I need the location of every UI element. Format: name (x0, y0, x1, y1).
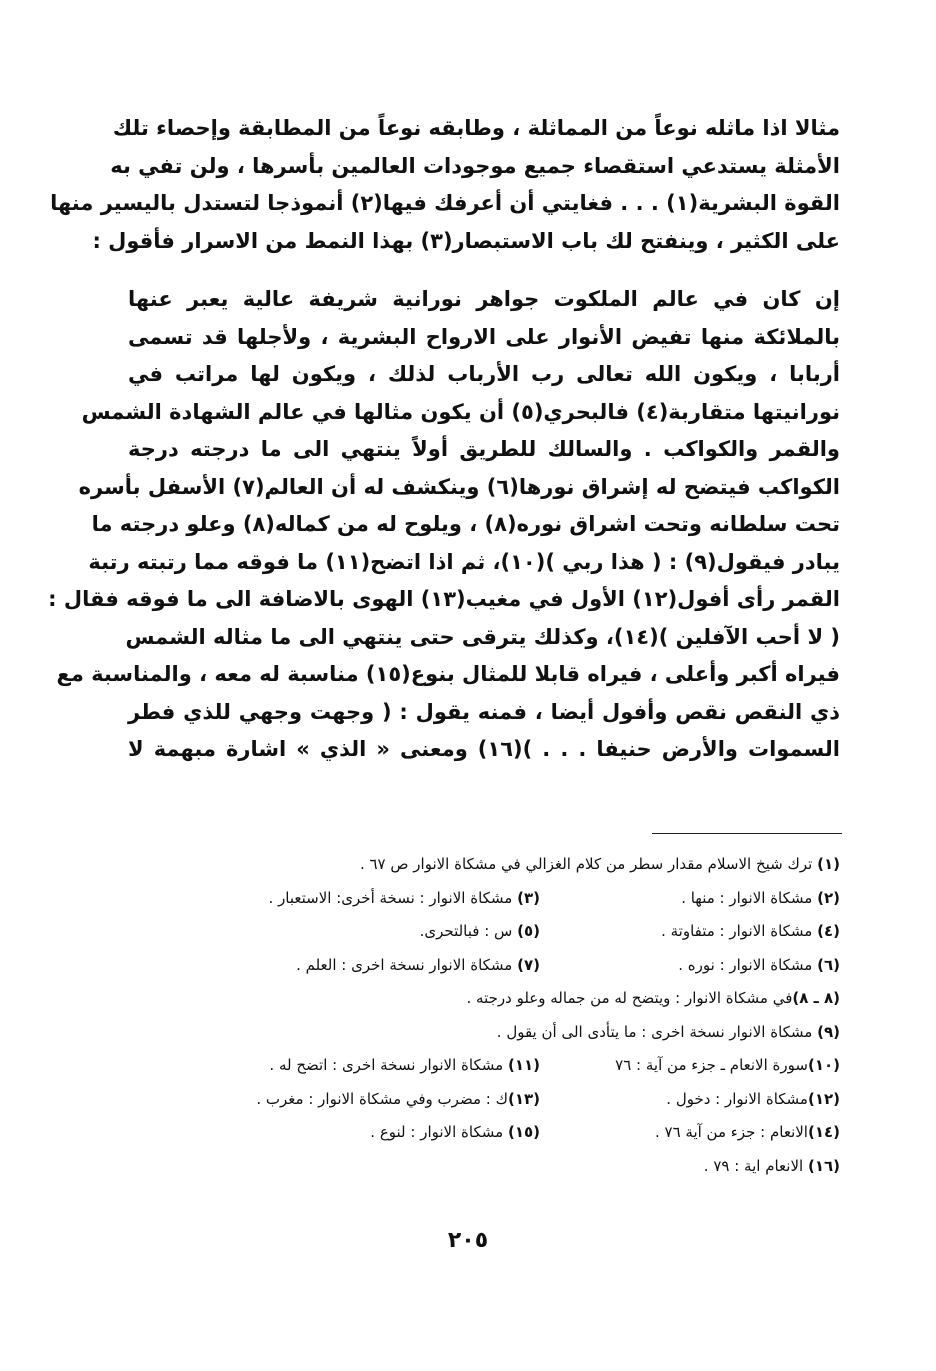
text-line: القمر رأى أفول(١٢) الأول في مغيب(١٣) الهوى بالاضافة الى ما فوقه فقال : (48, 587, 840, 611)
footnote-row (200, 1016, 840, 1050)
footnote-text: في مشكاة الانوار : ويتضح له من جماله وعلو درجته . (466, 989, 793, 1007)
footnote (256, 1083, 540, 1117)
footnote-text: مشكاة الانوار : متفاوتة . (661, 922, 813, 940)
footnote-text: مشكاة الانوار نسخة اخرى : اتضح له . (269, 1056, 504, 1074)
footnote (661, 915, 840, 949)
text-line: فيراه أكبر وأعلى ، فيراه قابلا للمثال بنوع(١٥) مناسبة له معه ، والمناسبة مع (56, 662, 840, 686)
footnote-number: (١٦) (807, 1156, 840, 1175)
text-line: على الكثير ، وينفتح لك باب الاستبصار(٣) بهذا النمط من الاسرار فأقول : (92, 228, 840, 253)
page-number: ٢٠٥ (447, 1228, 489, 1253)
footnote-row (200, 915, 840, 949)
footnote-number: (١٠) (807, 1056, 840, 1074)
text-line: ذي النقص نقص وأفول أيضا ، فمنه يقول : ( وجهت وجهي للذي فطر (128, 699, 840, 724)
text-line: يبادر فيقول(٩) : ( هذا ربي )(١٠)، ثم اذا اتضح(١١) ما فوقه مما رتبته رتبة (88, 549, 840, 574)
footnote-text: مشكاة الانوار : منها . (681, 888, 813, 907)
footnote-divider (652, 833, 842, 834)
paragraph-1 (50, 110, 840, 260)
text-line: الكواكب فيتضح له إشراق نورها(٦) وينكشف له أن العالم(٧) الأسفل بأسره (78, 474, 840, 499)
footnote-text: ترك شيخ الاسلام مقدار سطر من كلام الغزالي في مشكاة الانوار ص ٦٧ . (359, 855, 813, 873)
footnote (678, 949, 840, 983)
footnote-row (200, 982, 840, 1016)
text-line: مثالا اذا ماثله نوعاً من المماثلة ، وطابقه نوعاً من المطابقة وإحصاء تلك (112, 116, 840, 140)
footnotes (200, 848, 840, 1183)
footnote-row (200, 949, 840, 983)
footnote (370, 1116, 540, 1150)
text-line: الأمثلة يستدعي استقصاء جميع موجودات العالمين بأسرها ، ولن تفي به (110, 153, 840, 178)
footnote-text: مشكاة الانوار نسخة اخرى : ما يتأدى الى أن يقول . (496, 1022, 813, 1041)
footnote-number: (٩) (817, 1022, 840, 1041)
footnote (497, 1016, 840, 1050)
footnote (420, 915, 540, 949)
footnote-number: (٦) (817, 955, 840, 974)
footnote-text: مشكاة الانوار : نوره . (678, 955, 813, 974)
footnote-number: (٨ ـ ٨) (792, 989, 840, 1007)
footnote (360, 848, 840, 882)
footnote-row (200, 1049, 840, 1083)
footnote-text: مشكاة الانوار : نسخة أخرى: الاستعبار . (268, 888, 513, 907)
footnote-number: (٥) (517, 922, 540, 940)
footnote-number: (١١) (507, 1056, 540, 1074)
footnote-number: (٣) (517, 888, 540, 907)
footnote (655, 1116, 840, 1150)
text-line: ( لا أحب الآفلين )(١٤)، وكذلك يترقى حتى ينتهي الى ما مثاله الشمس (125, 624, 840, 649)
footnote-row (200, 882, 840, 916)
footnote-number: (١٤) (807, 1123, 840, 1141)
footnote-number: (١) (817, 855, 840, 873)
footnote-text: س : فبالتحرى. (419, 922, 513, 940)
footnote-number: (١٥) (507, 1123, 540, 1141)
footnote-text: ك : مضرب وفي مشكاة الانوار : مغرب . (256, 1089, 508, 1108)
main-text (48, 110, 840, 769)
footnote-text: الانعام : جزء من آية ٧٦ . (654, 1123, 808, 1141)
footnote (615, 1049, 840, 1083)
footnote-number: (١٢) (807, 1089, 840, 1108)
paragraph-2 (48, 281, 840, 769)
text-line: تحت سلطانه وتحت اشراق نوره(٨) ، ويلوح له من كماله(٨) وعلو درجته ما (91, 512, 840, 536)
footnote-row (200, 848, 840, 882)
footnote-text: سورة الانعام ـ جزء من آية : ٧٦ (615, 1056, 808, 1074)
text-line: بالملائكة منها تفيض الأنوار على الارواح البشرية ، ولأجلها قد تسمى (128, 324, 840, 349)
text-line: أربابا ، ويكون الله تعالى رب الأرباب لذلك ، ويكون لها مراتب في (128, 362, 840, 386)
footnote (681, 882, 840, 916)
footnote-row (200, 1116, 840, 1150)
footnote (296, 949, 540, 983)
text-line: القوة البشرية(١) . . . فغايتي أن أعرفك فيها(٢) أنموذجا لتستدل باليسير منها (50, 191, 840, 215)
text-line: السموات والأرض حنيفا . . . )(١٦) ومعنى « الذي » اشارة مبهمة لا (128, 737, 840, 761)
footnote-text: مشكاة الانوار نسخة اخرى : العلم . (296, 955, 513, 974)
footnote-text: مشكاة الانوار : لنوع . (370, 1123, 504, 1141)
footnote-text: مشكاة الانوار : دخول . (666, 1089, 808, 1108)
footnote (467, 982, 840, 1016)
text-line: نورانيتها متقاربة(٤) فالبحري(٥) أن يكون مثالها في عالم الشهادة الشمس (81, 399, 840, 424)
footnote-number: (٢) (817, 888, 840, 907)
footnote-number: (٧) (517, 955, 540, 974)
footnote (666, 1083, 840, 1117)
footnote-row (200, 1083, 840, 1117)
footnote (269, 1049, 540, 1083)
footnote (704, 1150, 840, 1184)
footnote-row (200, 1150, 840, 1184)
footnote-text: الانعام اية : ٧٩ . (703, 1156, 804, 1175)
footnote (269, 882, 540, 916)
footnote-number: (١٣) (507, 1089, 540, 1108)
text-line: والقمر والكواكب . والسالك للطريق أولاً ينتهي الى ما درجته درجة (128, 437, 840, 461)
footnote-number: (٤) (817, 922, 840, 940)
text-line: إن كان في عالم الملكوت جواهر نورانية شريفة عالية يعبر عنها (128, 287, 840, 311)
